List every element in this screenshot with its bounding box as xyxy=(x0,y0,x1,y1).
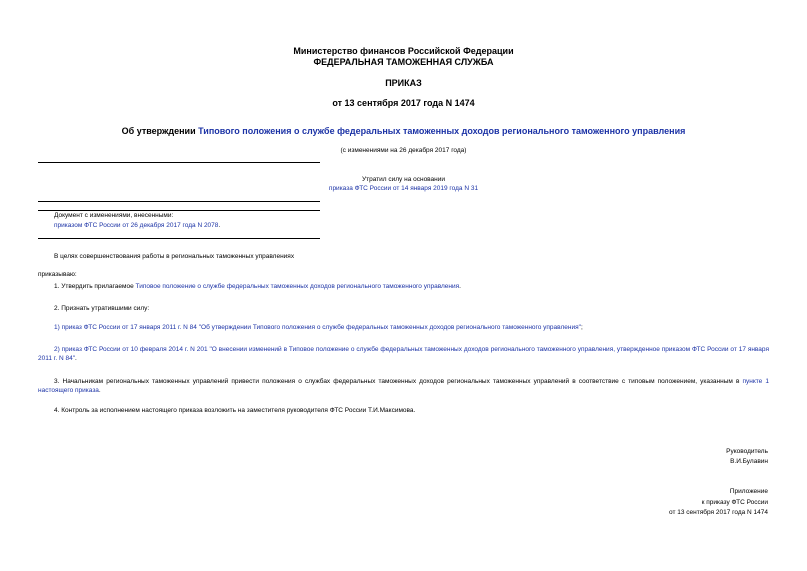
amendment-order-link[interactable]: приказом ФТС России от 26 декабря 2017 года N 2078 xyxy=(54,222,219,229)
amendments-note: Документ с изменениями, внесенными: xyxy=(54,212,174,219)
item-1-prefix: 1. Утвердить прилагаемое xyxy=(54,283,136,290)
title-link[interactable]: Типового положения о службе федеральных таможенных доходов регионального таможенного управления xyxy=(198,126,686,136)
signature-name: В.И.Булавин xyxy=(730,458,768,465)
item-1-reference-link[interactable]: пункте 1 настоящего приказа xyxy=(38,378,769,394)
revision-note: (с изменениями на 26 декабря 2017 года) xyxy=(340,147,467,154)
item-2: 2. Признать утратившими силу: xyxy=(54,305,150,312)
item-2-2-suffix: . xyxy=(75,355,77,362)
expired-order-link[interactable]: приказа ФТС России от 14 января 2019 года N 31 xyxy=(328,185,479,192)
document-date: от 13 сентября 2017 года N 1474 xyxy=(332,98,475,108)
document-type: ПРИКАЗ xyxy=(385,78,422,88)
separator-line-4 xyxy=(38,238,320,239)
service-name: ФЕДЕРАЛЬНАЯ ТАМОЖЕННАЯ СЛУЖБА xyxy=(313,57,494,67)
expired-link-line xyxy=(0,185,807,193)
order-201-link[interactable]: 2) приказ ФТС России от 10 февраля 2014 г. N 201 "О внесении изменений в Типовое положение о службе федеральных таможенных доходов регионального таможенного управления, утвержденное приказом ФТС России от 17 января 2011 г. N 84" xyxy=(38,346,769,362)
item-2-1 xyxy=(54,324,583,332)
item-3-prefix: 3. Начальникам региональных таможенных управлений привести положения о службах федеральных таможенных доходов региональных таможенных управлений в соответствие с типовым положением, указанным в xyxy=(54,378,743,385)
typical-regulation-link[interactable]: Типовое положение о службе федеральных таможенных доходов регионального таможенного управления xyxy=(135,283,460,290)
amendments-suffix: . xyxy=(218,222,221,229)
purpose-text: В целях совершенствования работы в региональных таможенных управлениях xyxy=(54,253,295,260)
title-prefix: Об утверждении xyxy=(121,126,199,136)
expired-note: Утратил силу на основании xyxy=(361,176,446,183)
order-84-link[interactable]: 1) приказ ФТС России от 17 января 2011 г. N 84 "Об утверждении Типового положения о службе федеральных таможенных доходов регионального таможенного управления" xyxy=(54,324,581,331)
separator-line-3 xyxy=(38,210,320,211)
item-1-suffix: . xyxy=(459,283,461,290)
ministry-name: Министерство финансов Российской Федерации xyxy=(293,46,514,56)
appendix-order: к приказу ФТС России xyxy=(701,499,768,506)
item-2-2 xyxy=(38,345,769,363)
separator-line-2 xyxy=(38,201,320,202)
document-title xyxy=(0,126,807,136)
item-3 xyxy=(38,377,769,395)
item-2-1-suffix: ; xyxy=(580,324,583,331)
appendix-date: от 13 сентября 2017 года N 1474 xyxy=(669,509,768,516)
separator-line-1 xyxy=(38,162,320,163)
item-3-suffix: . xyxy=(98,387,101,394)
signature-role: Руководитель xyxy=(726,448,768,455)
order-word: приказываю: xyxy=(38,271,77,278)
appendix-label: Приложение xyxy=(729,488,768,495)
amendments-line xyxy=(54,222,220,230)
item-1 xyxy=(54,283,461,291)
item-4: 4. Контроль за исполнением настоящего приказа возложить на заместителя руководителя ФТС России Т.И.Максимова. xyxy=(54,407,416,414)
